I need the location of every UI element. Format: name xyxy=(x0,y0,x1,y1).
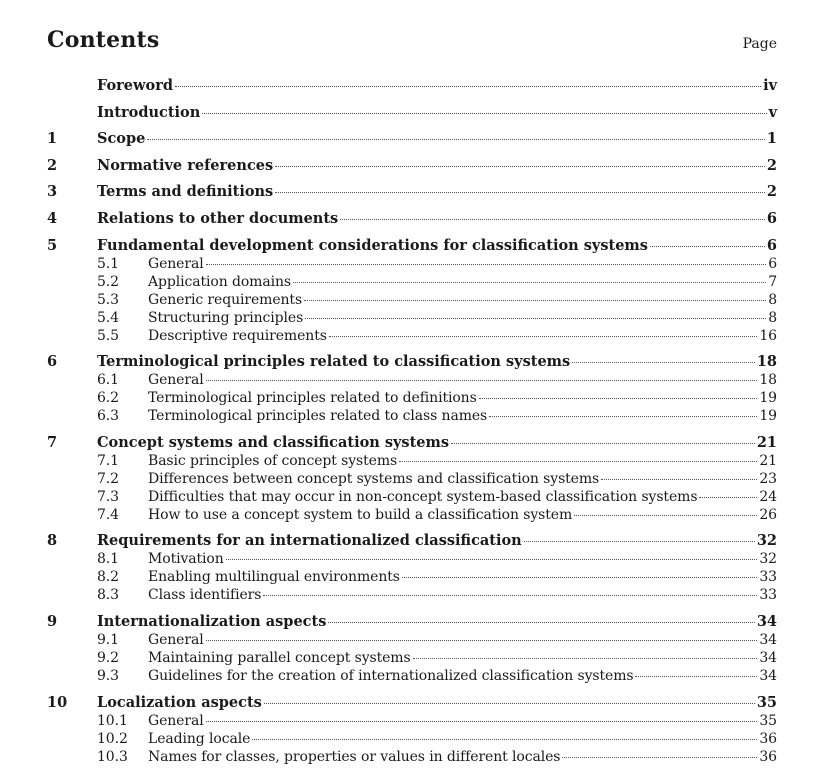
toc-entry-section[interactable] xyxy=(47,183,777,201)
toc-entry-number: 6.2 xyxy=(97,390,119,407)
toc-entry-number: 4 xyxy=(47,209,58,227)
toc-entry-number: 8.3 xyxy=(97,587,119,604)
toc-entry-page-number[interactable]: 33 xyxy=(759,569,777,586)
toc-entry-section[interactable] xyxy=(47,77,777,95)
dot-leader xyxy=(562,756,757,758)
toc-entry-title[interactable]: Motivation xyxy=(148,551,224,568)
toc-entry-page-number[interactable]: 6 xyxy=(766,236,777,254)
toc-entry-section[interactable] xyxy=(47,613,777,631)
dot-leader xyxy=(263,594,757,596)
toc-entry-title[interactable]: Leading locale xyxy=(148,730,251,747)
dot-leader xyxy=(489,415,757,417)
toc-entry-subsection[interactable] xyxy=(47,730,777,748)
toc-entry-title[interactable]: Guidelines for the creation of internationalized classification systems xyxy=(148,667,634,684)
toc-entry-page-number[interactable]: 23 xyxy=(759,470,777,487)
toc-entry-subsection[interactable] xyxy=(47,488,777,506)
toc-entry-page-number[interactable]: 26 xyxy=(759,506,777,523)
toc-entry-title[interactable]: Concept systems and classification systems xyxy=(97,433,450,451)
dot-leader xyxy=(699,496,757,498)
toc-entry-page-number[interactable]: 35 xyxy=(759,712,777,729)
toc-entry-page-number[interactable]: 32 xyxy=(759,551,777,568)
toc-entry-number: 5 xyxy=(47,236,58,254)
toc-entry-title[interactable]: Terminological principles related to class names xyxy=(148,408,488,425)
toc-entry-subsection[interactable] xyxy=(47,327,777,345)
toc-entry-number: 7 xyxy=(47,433,58,451)
toc-entry-number: 9.1 xyxy=(97,631,119,648)
dot-leader xyxy=(328,621,754,623)
toc-entry-number: 8.2 xyxy=(97,569,119,586)
toc-entry-title[interactable]: General xyxy=(148,372,204,389)
dot-leader xyxy=(275,191,765,193)
toc-entry-title[interactable]: Scope xyxy=(97,130,146,148)
dot-leader xyxy=(304,299,766,301)
dot-leader xyxy=(147,138,765,140)
toc-entry-section[interactable] xyxy=(47,353,777,371)
toc-entry-title[interactable]: Fundamental development considerations for classification systems xyxy=(97,236,648,254)
toc-entry-title[interactable]: Structuring principles xyxy=(148,309,304,326)
toc-entry-page-number[interactable]: 34 xyxy=(759,667,777,684)
toc-entry-page-number[interactable]: 19 xyxy=(759,390,777,407)
dot-leader xyxy=(305,317,766,319)
toc-entry-number: 5.4 xyxy=(97,309,119,326)
dot-leader xyxy=(264,702,755,704)
toc-entry-title[interactable]: Localization aspects xyxy=(97,693,262,711)
toc-entry-title[interactable]: Relations to other documents xyxy=(97,209,339,227)
toc-entry-number: 8.1 xyxy=(97,551,119,568)
toc-entry-page-number[interactable]: 19 xyxy=(759,408,777,425)
toc-entry-title[interactable]: Terms and definitions xyxy=(97,183,274,201)
toc-entry-page-number[interactable]: 34 xyxy=(756,612,777,630)
dot-leader xyxy=(601,478,757,480)
toc-entry-number: 9.2 xyxy=(97,649,119,666)
toc-entry-section[interactable] xyxy=(47,210,777,228)
toc-entry-title[interactable]: Foreword xyxy=(97,77,173,94)
toc-entry-subsection[interactable] xyxy=(47,255,777,273)
toc-entry-page-number[interactable]: 34 xyxy=(759,631,777,648)
toc-entry-number: 5.5 xyxy=(97,327,119,344)
toc-entry-subsection[interactable] xyxy=(47,631,777,649)
toc-entry-number: 10.2 xyxy=(97,730,128,747)
toc-entry-page-number[interactable]: 21 xyxy=(756,433,777,451)
toc-entry-number: 10.3 xyxy=(97,748,128,765)
toc-entry-subsection[interactable] xyxy=(47,506,777,524)
page-column-label: Page xyxy=(742,36,777,52)
dot-leader xyxy=(340,218,765,220)
toc-entry-title[interactable]: Names for classes, properties or values in different locales xyxy=(148,748,561,765)
toc-entry-subsection[interactable] xyxy=(47,550,777,568)
toc-entry-subsection[interactable] xyxy=(47,712,777,730)
dot-leader xyxy=(226,558,758,560)
toc-entry-title[interactable]: General xyxy=(148,255,204,272)
toc-entry-subsection[interactable] xyxy=(47,568,777,586)
toc-entry-page-number[interactable]: 1 xyxy=(766,130,777,148)
page-title: Contents xyxy=(47,27,160,53)
dot-leader xyxy=(206,263,767,265)
toc-entry-title[interactable]: Difficulties that may occur in non-concept system-based classification systems xyxy=(148,488,698,505)
dot-leader xyxy=(202,112,766,114)
toc-entry-subsection[interactable] xyxy=(47,667,777,685)
toc-entry-subsection[interactable] xyxy=(47,291,777,309)
toc-entry-page-number[interactable]: 34 xyxy=(759,649,777,666)
toc-entry-subsection[interactable] xyxy=(47,452,777,470)
toc-entry-page-number[interactable]: 24 xyxy=(759,488,777,505)
toc-entry-page-number[interactable]: 8 xyxy=(768,309,777,326)
toc-entry-number: 10 xyxy=(47,693,68,711)
dot-leader xyxy=(206,639,758,641)
dot-leader xyxy=(399,460,757,462)
toc-entry-title[interactable]: General xyxy=(148,631,204,648)
toc-entry-title[interactable]: Generic requirements xyxy=(148,291,303,308)
toc-entry-title[interactable]: Terminological principles related to definitions xyxy=(148,390,477,407)
toc-entry-page-number[interactable]: 18 xyxy=(756,353,777,371)
toc-entry-number: 5.2 xyxy=(97,273,119,290)
dot-leader xyxy=(650,245,765,247)
dot-leader xyxy=(275,165,765,167)
toc-entry-page-number[interactable]: 16 xyxy=(759,327,777,344)
toc-entry-title[interactable]: Enabling multilingual environments xyxy=(148,569,400,586)
toc-entry-number: 6.3 xyxy=(97,408,119,425)
toc-entry-number: 5.1 xyxy=(97,255,119,272)
dot-leader xyxy=(574,514,757,516)
toc-entry-title[interactable]: Basic principles of concept systems xyxy=(148,452,398,469)
toc-entry-title[interactable]: Introduction xyxy=(97,103,201,121)
toc-entry-number: 7.3 xyxy=(97,488,119,505)
toc-entry-subsection[interactable] xyxy=(47,273,777,291)
toc-entry-number: 7.1 xyxy=(97,452,119,469)
toc-entry-title[interactable]: Requirements for an internationalized classification xyxy=(97,532,522,550)
dot-leader xyxy=(293,281,766,283)
toc-entry-title[interactable]: How to use a concept system to build a classification system xyxy=(148,506,573,523)
toc-entry-page-number[interactable]: 2 xyxy=(766,183,777,201)
toc-entry-page-number[interactable]: 18 xyxy=(759,372,777,389)
dot-leader xyxy=(206,379,758,381)
toc-entry-number: 6.1 xyxy=(97,372,119,389)
toc-entry-subsection[interactable] xyxy=(47,748,777,766)
toc-entry-page-number[interactable]: 8 xyxy=(768,291,777,308)
toc-entry-title[interactable]: General xyxy=(148,712,204,729)
toc-entry-number: 3 xyxy=(47,183,58,201)
toc-entry-title[interactable]: Terminological principles related to classification systems xyxy=(97,353,571,371)
toc-entry-page-number[interactable]: 36 xyxy=(759,730,777,747)
toc-entry-number: 8 xyxy=(47,532,58,550)
dot-leader xyxy=(451,442,755,444)
toc-entry-section[interactable] xyxy=(47,434,777,452)
toc-entry-section[interactable] xyxy=(47,237,777,255)
toc-entry-subsection[interactable] xyxy=(47,407,777,425)
toc-entry-section[interactable] xyxy=(47,157,777,175)
toc-entry-title[interactable]: Internationalization aspects xyxy=(97,612,327,630)
toc-entry-number: 5.3 xyxy=(97,291,119,308)
toc-entry-page-number[interactable]: 21 xyxy=(759,452,777,469)
toc-entry-title[interactable]: Differences between concept systems and classification systems xyxy=(148,470,600,487)
toc-entry-number: 7.2 xyxy=(97,470,119,487)
toc-entry-section[interactable] xyxy=(47,694,777,712)
toc-entry-number: 7.4 xyxy=(97,506,119,523)
toc-entry-title[interactable]: Descriptive requirements xyxy=(148,327,327,344)
toc-entry-page-number[interactable]: 35 xyxy=(756,693,777,711)
dot-leader xyxy=(402,576,758,578)
toc-entry-section[interactable] xyxy=(47,130,777,148)
dot-leader xyxy=(175,85,761,87)
toc-entry-number: 6 xyxy=(47,353,58,371)
dot-leader xyxy=(252,738,757,740)
toc-entry-subsection[interactable] xyxy=(47,371,777,389)
dot-leader xyxy=(635,675,757,677)
toc-entry-section[interactable] xyxy=(47,104,777,122)
toc-entry-page-number[interactable]: 2 xyxy=(766,156,777,174)
toc-entry-subsection[interactable] xyxy=(47,470,777,488)
toc-entry-subsection[interactable] xyxy=(47,389,777,407)
toc-entry-section[interactable] xyxy=(47,532,777,550)
toc-entry-title[interactable]: Maintaining parallel concept systems xyxy=(148,649,411,666)
toc-entry-page-number[interactable]: 36 xyxy=(759,748,777,765)
toc-entry-title[interactable]: Application domains xyxy=(148,273,291,290)
toc-entry-number: 9 xyxy=(47,612,58,630)
dot-leader xyxy=(479,397,758,399)
toc-entry-subsection[interactable] xyxy=(47,309,777,327)
toc-entry-page-number[interactable]: 32 xyxy=(756,532,777,550)
dot-leader xyxy=(572,361,755,363)
dot-leader xyxy=(329,335,758,337)
toc-entry-number: 2 xyxy=(47,156,58,174)
toc-entry-title[interactable]: Normative references xyxy=(97,156,274,174)
toc-entry-page-number[interactable]: 7 xyxy=(768,273,777,290)
toc-entry-page-number[interactable]: 6 xyxy=(766,209,777,227)
table-of-contents xyxy=(47,77,777,766)
toc-entry-page-number[interactable]: v xyxy=(768,103,777,121)
toc-entry-page-number[interactable]: iv xyxy=(763,77,777,94)
toc-entry-subsection[interactable] xyxy=(47,649,777,667)
toc-entry-page-number[interactable]: 33 xyxy=(759,587,777,604)
toc-entry-page-number[interactable]: 6 xyxy=(768,255,777,272)
toc-entry-number: 10.1 xyxy=(97,712,128,729)
toc-entry-number: 1 xyxy=(47,130,58,148)
dot-leader xyxy=(524,540,755,542)
dot-leader xyxy=(206,720,758,722)
toc-entry-subsection[interactable] xyxy=(47,586,777,604)
toc-entry-number: 9.3 xyxy=(97,667,119,684)
dot-leader xyxy=(413,657,758,659)
toc-entry-title[interactable]: Class identifiers xyxy=(148,587,262,604)
